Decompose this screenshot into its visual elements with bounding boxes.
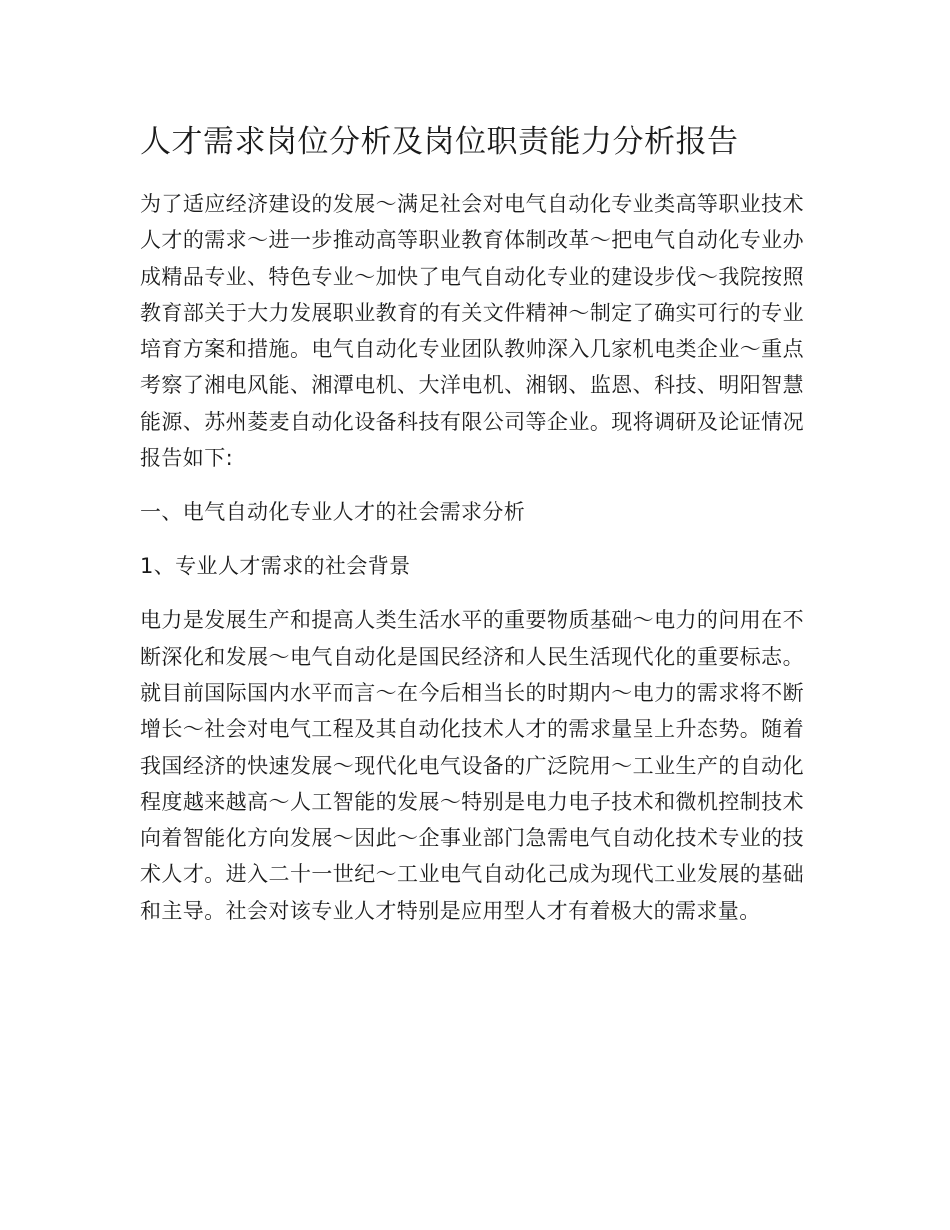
document-page	[140, 120, 804, 929]
intro-paragraph: 为了适应经济建设的发展～满足社会对电气自动化专业类高等职业技术人才的需求～进一步推动高等职业教育体制改革～把电气自动化专业办成精品专业、特色专业～加快了电气自动化专业的建设步伐～我院按照教育部关于大力发展职业教育的有关文件精神～制定了确实可行的专业培育方案和措施。电气自动化专业团队教帅深入几家机电类企业～重点考察了湘电风能、湘潭电机、大洋电机、湘钢、监恩、科技、明阳智慧能源、苏州菱麦自动化设备科技有限公司等企业。现将调研及论证情况报告如下:	[140, 192, 804, 471]
section-heading: 一、电气自动化专业人才的社会需求分析	[140, 500, 526, 525]
document-title: 人才需求岗位分析及岗位职责能力分析报告	[140, 124, 739, 160]
subsection-heading: 1、专业人才需求的社会背景	[140, 554, 411, 579]
body-paragraph: 电力是发展生产和提高人类生活水平的重要物质基础～电力的问用在不断深化和发展～电气自动化是国民经济和人民生活现代化的重要标志。就目前国际国内水平而言～在今后相当长的时期内～电力的需求将不断增长～社会对电气工程及其自动化技术人才的需求量呈上升态势。随着我国经济的快速发展～现代化电气设备的广泛院用～工业生产的自动化程度越来越高～人工智能的发展～特别是电力电子技术和微机控制技术向着智能化方向发展～因此～企事业部门急需电气自动化技术专业的技术人才。进入二十一世纪～工业电气自动化己成为现代工业发展的基础和主导。社会对该专业人才特别是应用型人才有着极大的需求量。	[140, 608, 804, 923]
